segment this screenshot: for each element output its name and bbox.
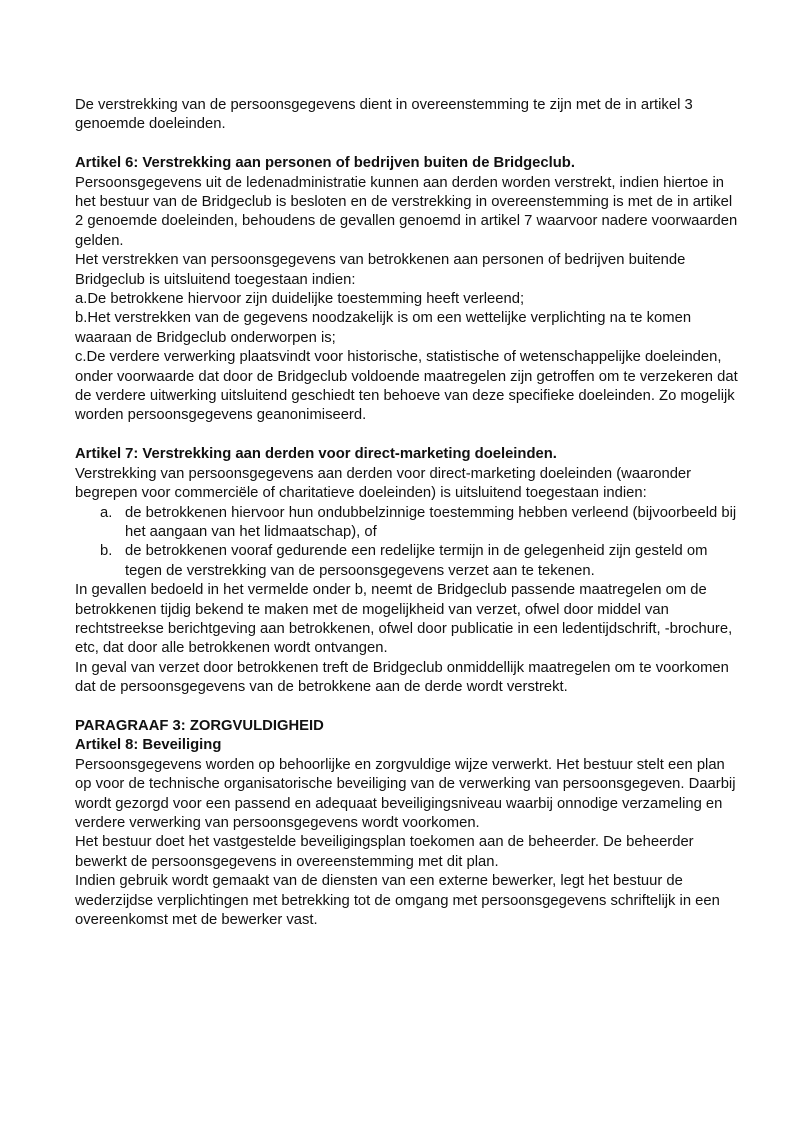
artikel-7-list (75, 504, 744, 582)
spacer (75, 698, 744, 717)
artikel-6-paragraph-1: Persoonsgegevens uit de ledenadministratie kunnen aan derden worden verstrekt, indien hiertoe in het bestuur van de Bridgeclub is besloten en de verstrekking in overeenstemming is met de in artikel 2 genoemde doeleinden, behoudens de gevallen genoemd in artikel 7 waarvoor nadere voorwaarden gelden. (75, 174, 738, 249)
artikel-6-item-c: c.De verdere verwerking plaatsvindt voor historische, statistische of wetenschappelijke doeleinden, onder voorwaarde dat door de Bridgeclub voldoende maatregelen zijn getroffen om te verzekeren dat de verdere uitwerking uitsluitend geschiedt ten behoeve van deze specifieke doeleinden. Zo mogelijk worden persoonsgegevens geanonimiseerd. (75, 349, 738, 424)
artikel-8-paragraph-2: Het bestuur doet het vastgestelde beveiligingsplan toekomen aan de beheerder. De beheerder bewerkt de persoonsgegevens in overeenstemming met dit plan. (75, 834, 694, 870)
artikel-6-item-b: b.Het verstrekken van de gegevens noodzakelijk is om een wettelijke verplichting na te komen waaraan de Bridgeclub onderworpen is; (75, 310, 692, 346)
list-item (100, 542, 744, 581)
artikel-7-paragraph-2: In gevallen bedoeld in het vermelde onder b, neemt de Bridgeclub passende maatregelen om de betrokkenen tijdig bekend te maken met de mogelijkheid van verzet, ofwel door middel van rechtstreekse berichtgeving aan betrokkenen, ofwel door publicatie in een ledentijdschrift, -brochure, etc, dat door alle betrokkenen wordt ontvangen. (75, 582, 733, 657)
artikel-8-paragraph-1: Persoonsgegevens worden op behoorlijke en zorgvuldige wijze verwerkt. Het bestuur stelt een plan op voor de technische organisatorische beveiliging van de verwerking van persoonsgegeven. Daarbij wordt gezorgd voor een passend en adequaat beveiligingsniveau waarbij onnodige verzameling en verdere verwerking van persoonsgegevens wordt voorkomen. (75, 756, 736, 831)
artikel-8-paragraph-3: Indien gebruik wordt gemaakt van de diensten van een externe bewerker, legt het bestuur de wederzijdse verplichtingen met betrekking tot de omgang met persoonsgegevens schriftelijk in een overeenkomst met de bewerker vast. (75, 873, 720, 929)
list-marker: b. (100, 543, 113, 560)
artikel-8-heading: Artikel 8: Beveiliging (75, 737, 222, 754)
list-item-text: de betrokkenen hiervoor hun ondubbelzinnige toestemming hebben verleend (bijvoorbeeld bij het aangaan van het lidmaatschap), of (125, 504, 737, 540)
paragraaf-3-heading: PARAGRAAF 3: ZORGVULDIGHEID (75, 717, 324, 734)
artikel-6-paragraph-2: Het verstrekken van persoonsgegevens van betrokkenen aan personen of bedrijven buitende Bridgeclub is uitsluitend toegestaan indien: (75, 252, 686, 288)
spacer (75, 426, 744, 445)
artikel-6-item-a: a.De betrokkene hiervoor zijn duidelijke toestemming heeft verleend; (75, 291, 525, 308)
artikel-6-heading: Artikel 6: Verstrekking aan personen of bedrijven buiten de Bridgeclub. (75, 155, 575, 172)
artikel-7-paragraph-1: Verstrekking van persoonsgegevens aan derden voor direct-marketing doeleinden (waaronder begrepen voor commerciële of charitatieve doeleinden) is uitsluitend toegestaan indien: (75, 465, 692, 502)
list-item (100, 504, 744, 543)
intro-paragraph: De verstrekking van de persoonsgegevens dient in overeenstemming te zijn met de in artikel 3 genoemde doeleinden. (75, 97, 693, 133)
list-item-text: de betrokkenen vooraf gedurende een redelijke termijn in de gelegenheid zijn gesteld om tegen de verstrekking van de persoonsgegevens verzet aan te tekenen. (125, 543, 708, 579)
spacer (75, 135, 744, 154)
artikel-7-paragraph-3: In geval van verzet door betrokkenen treft de Bridgeclub onmiddellijk maatregelen om te voorkomen dat de persoonsgegevens van de betrokkene aan de derde wordt verstrekt. (75, 659, 729, 696)
list-marker: a. (100, 504, 113, 521)
artikel-7-heading: Artikel 7: Verstrekking aan derden voor direct-marketing doeleinden. (75, 446, 557, 463)
